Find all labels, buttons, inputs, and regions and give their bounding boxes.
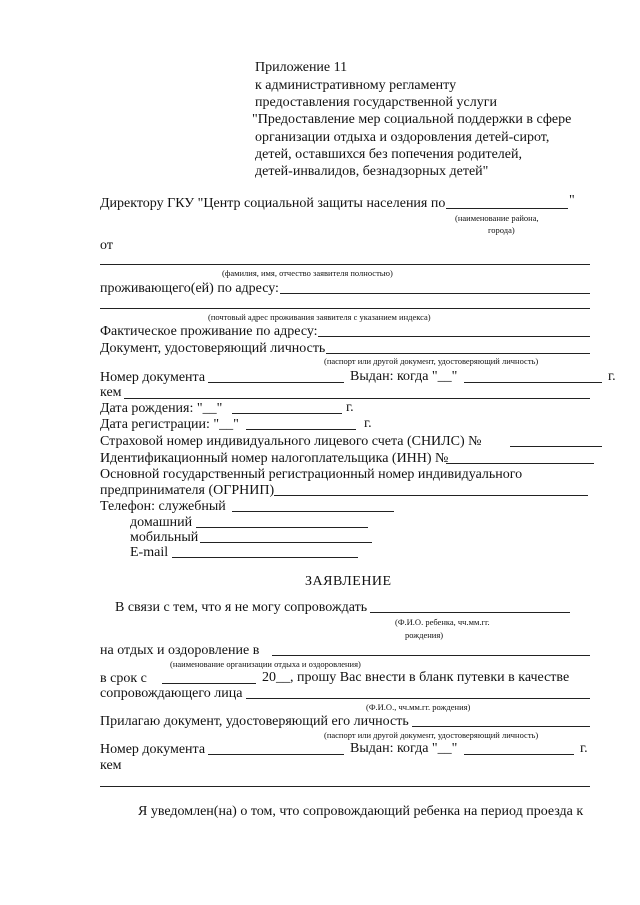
- ogrnip-field[interactable]: [274, 495, 588, 496]
- attach-doc-field[interactable]: [412, 726, 590, 727]
- issued-by-field[interactable]: [100, 786, 590, 787]
- appendix-line: детей-инвалидов, безнадзорных детей": [255, 164, 489, 179]
- rest-label: на отдых и оздоровление в: [100, 643, 260, 658]
- phone-work-field[interactable]: [232, 511, 394, 512]
- doc-number-field[interactable]: [208, 754, 344, 755]
- residing-label: проживающего(ей) по адресу:: [100, 281, 279, 296]
- doc-number-label: Номер документа: [100, 370, 206, 385]
- year-suffix: г.: [346, 400, 354, 415]
- appendix-line: к административному регламенту: [255, 78, 457, 93]
- notice-text: Я уведомлен(на) о том, что сопровождающий ребенка на период проезда к: [138, 804, 584, 819]
- director-quote: ": [569, 193, 575, 208]
- appendix-title: Приложение 11: [255, 60, 348, 75]
- phone-mobile-label: мобильный: [130, 530, 199, 545]
- district-field[interactable]: [446, 208, 568, 209]
- address-field[interactable]: [280, 293, 590, 294]
- postal-hint: (почтовый адрес проживания заявителя с указанием индекса): [208, 312, 431, 322]
- period-year: 20__, прошу Вас внести в бланк путевки в качестве: [262, 670, 570, 685]
- issued-label: Выдан: когда "__": [350, 741, 458, 756]
- appendix-line: "Предоставление мер социальной поддержки в сфере: [252, 112, 572, 127]
- email-field[interactable]: [172, 557, 358, 558]
- year-suffix: г.: [608, 369, 616, 384]
- address-field-2[interactable]: [100, 308, 590, 309]
- child-hint: (Ф.И.О. ребенка, чч.мм.гг.: [395, 617, 490, 627]
- attach-label: Прилагаю документ, удостоверяющий его личность: [100, 714, 409, 729]
- email-label: E-mail: [130, 545, 169, 560]
- snils-label: Страховой номер индивидуального лицевого счета (СНИЛС) №: [100, 434, 482, 449]
- appendix-line: предоставления государственной услуги: [255, 95, 497, 110]
- reg-date-label: Дата регистрации: "__": [100, 417, 239, 432]
- ogrnip-label: предпринимателя (ОГРНИП): [100, 483, 275, 498]
- phone-home-field[interactable]: [196, 527, 368, 528]
- inn-label: Идентификационный номер налогоплательщика (ИНН) №: [100, 451, 449, 466]
- from-label: от: [100, 238, 113, 253]
- org-hint: (наименование организации отдыха и оздоровления): [170, 659, 361, 669]
- issued-label: Выдан: когда "__": [350, 369, 458, 384]
- escort-hint: (Ф.И.О., чч.мм.гг. рождения): [366, 702, 471, 712]
- statement-intro: В связи с тем, что я не могу сопровождать: [115, 600, 368, 615]
- escort-label: сопровождающего лица: [100, 686, 243, 701]
- snils-field[interactable]: [510, 446, 602, 447]
- actual-address-field[interactable]: [318, 336, 590, 337]
- phone-work-label: Телефон: служебный: [100, 499, 226, 514]
- applicant-fio-field[interactable]: [100, 264, 590, 265]
- doc-number-field[interactable]: [208, 382, 344, 383]
- period-field[interactable]: [162, 683, 256, 684]
- issued-date-field[interactable]: [464, 754, 574, 755]
- actual-address-label: Фактическое проживание по адресу:: [100, 324, 318, 339]
- birth-date-field[interactable]: [232, 413, 342, 414]
- id-doc-label: Документ, удостоверяющий личность: [100, 341, 326, 356]
- escort-fio-field[interactable]: [246, 698, 590, 699]
- by-whom-label: кем: [100, 758, 122, 773]
- director-label: Директору ГКУ "Центр социальной защиты населения по: [100, 196, 446, 211]
- by-whom-label: кем: [100, 385, 122, 400]
- birth-date-label: Дата рождения: "__": [100, 401, 223, 416]
- doc-number-label: Номер документа: [100, 742, 206, 757]
- issued-date-field[interactable]: [464, 382, 602, 383]
- child-fio-field[interactable]: [370, 612, 570, 613]
- statement-title: ЗАЯВЛЕНИЕ: [305, 574, 392, 589]
- inn-field[interactable]: [446, 463, 594, 464]
- year-suffix: г.: [580, 741, 588, 756]
- appendix-line: организации отдыха и оздоровления детей-сирот,: [255, 130, 550, 145]
- district-hint: (наименование района,: [455, 213, 539, 223]
- passport-hint: (паспорт или другой документ, удостоверяющий личность): [324, 356, 539, 366]
- id-doc-field[interactable]: [326, 353, 590, 354]
- phone-mobile-field[interactable]: [200, 542, 372, 543]
- year-suffix: г.: [364, 416, 372, 431]
- fio-hint: (фамилия, имя, отчество заявителя полностью): [222, 268, 393, 278]
- district-hint: города): [488, 225, 515, 235]
- phone-home-label: домашний: [130, 515, 193, 530]
- period-prefix: в срок с: [100, 671, 147, 686]
- issued-by-field[interactable]: [124, 398, 590, 399]
- child-hint: рождения): [405, 630, 444, 640]
- appendix-line: детей, оставшихся без попечения родителей,: [255, 147, 522, 162]
- passport-hint: (паспорт или другой документ, удостоверяющий личность): [324, 730, 539, 740]
- reg-date-field[interactable]: [246, 429, 356, 430]
- ogrnip-label: Основной государственный регистрационный номер индивидуального: [100, 467, 523, 482]
- organization-field[interactable]: [272, 655, 590, 656]
